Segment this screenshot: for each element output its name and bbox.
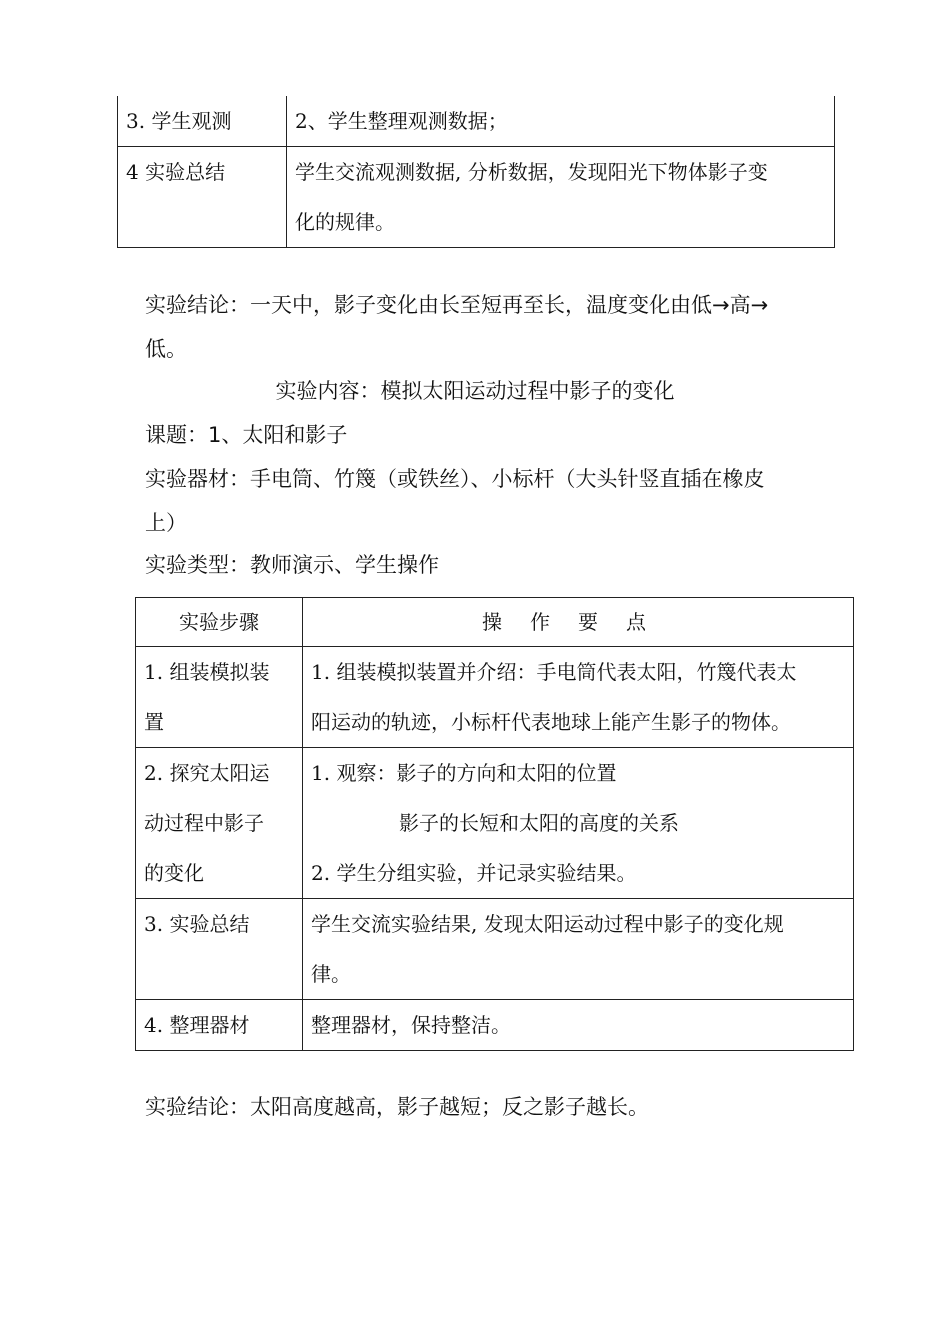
content-line: 2、学生整理观测数据； xyxy=(295,109,508,133)
step-cell xyxy=(136,1000,303,1051)
step-line: 动过程中影子 xyxy=(144,811,264,835)
header-points: 操作要点 xyxy=(303,598,854,647)
content-cell xyxy=(303,748,854,899)
step-line: 3. 实验总结 xyxy=(144,912,250,936)
materials xyxy=(145,457,765,545)
procedure-table xyxy=(135,597,854,1051)
table-header-row xyxy=(136,598,854,647)
step-line: 2. 探究太阳运 xyxy=(144,761,270,785)
content-cell xyxy=(303,647,854,748)
table-row xyxy=(118,147,835,248)
step-cell xyxy=(118,96,287,147)
content-line: 学生交流实验结果, 发现太阳运动过程中影子的变化规 xyxy=(311,912,784,936)
table-row xyxy=(136,748,854,899)
step-line: 4. 整理器材 xyxy=(144,1013,250,1037)
step-line: 的变化 xyxy=(144,861,204,885)
step-label: 3. 学生观测 xyxy=(126,109,232,133)
conclusion-1 xyxy=(145,283,768,371)
content-line: 整理器材，保持整洁。 xyxy=(311,1013,511,1037)
content-line: 阳运动的轨迹，小标杆代表地球上能产生影子的物体。 xyxy=(311,710,791,734)
table-row xyxy=(136,1000,854,1051)
conclusion-2: 实验结论：太阳高度越高，影子越短；反之影子越长。 xyxy=(145,1095,649,1119)
table-row xyxy=(136,899,854,1000)
content-cell xyxy=(287,96,835,147)
content-cell xyxy=(303,1000,854,1051)
step-cell xyxy=(136,748,303,899)
content-line: 影子的长短和太阳的高度的关系 xyxy=(399,811,679,835)
conclusion-1-line: 低。 xyxy=(145,337,187,361)
content-line: 学生交流观测数据, 分析数据，发现阳光下物体影子变 xyxy=(295,160,768,184)
table-row xyxy=(118,96,835,147)
header-step: 实验步骤 xyxy=(136,598,303,647)
content-cell xyxy=(287,147,835,248)
content-line: 1. 组装模拟装置并介绍：手电筒代表太阳，竹篾代表太 xyxy=(311,660,797,684)
table-row xyxy=(136,647,854,748)
content-line: 化的规律。 xyxy=(295,210,395,234)
content-line: 1. 观察：影子的方向和太阳的位置 xyxy=(311,761,617,785)
step-label: 4 实验总结 xyxy=(126,160,226,184)
content-line: 2. 学生分组实验，并记录实验结果。 xyxy=(311,861,637,885)
content-cell xyxy=(303,899,854,1000)
step-cell xyxy=(118,147,287,248)
topic: 课题：1、太阳和影子 xyxy=(145,423,348,447)
experiment-title: 实验内容：模拟太阳运动过程中影子的变化 xyxy=(275,379,675,403)
content-line: 律。 xyxy=(311,962,351,986)
step-cell xyxy=(136,899,303,1000)
materials-line: 实验器材：手电筒、竹篾（或铁丝）、小标杆（大头针竖直插在橡皮 xyxy=(145,467,765,491)
experiment-type: 实验类型：教师演示、学生操作 xyxy=(145,553,439,577)
observation-table-continued xyxy=(117,96,835,248)
step-cell xyxy=(136,647,303,748)
step-line: 置 xyxy=(144,710,164,734)
materials-line: 上） xyxy=(145,511,187,535)
step-line: 1. 组装模拟装 xyxy=(144,660,270,684)
conclusion-1-line: 实验结论：一天中，影子变化由长至短再至长，温度变化由低→高→ xyxy=(145,293,769,317)
